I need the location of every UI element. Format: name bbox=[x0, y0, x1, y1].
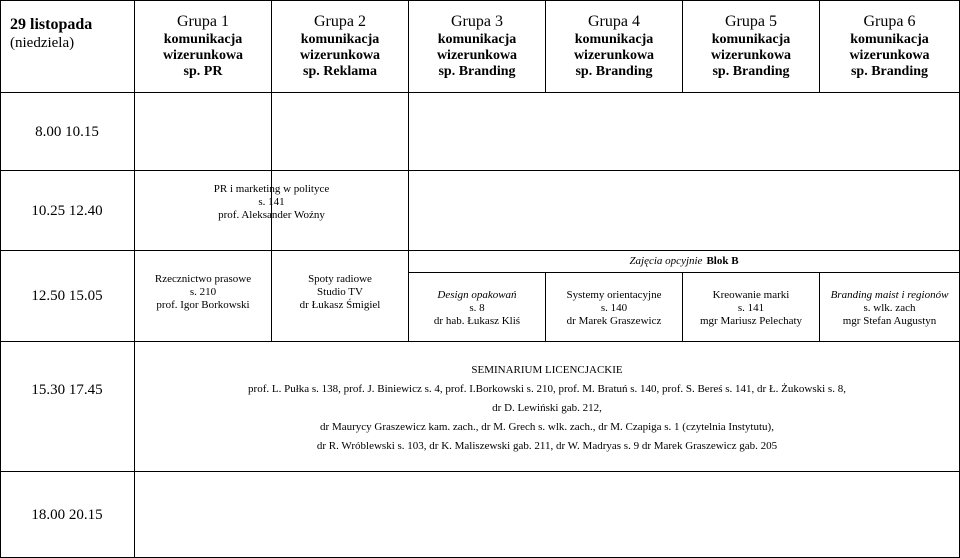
group-line1: komunikacja bbox=[163, 32, 243, 47]
group-line2: wizerunkowa bbox=[710, 48, 792, 63]
group-name: Grupa 3 bbox=[451, 13, 503, 30]
class-title: Rzecznictwo prasowe bbox=[154, 272, 252, 285]
class-cell-spoty-radiowe bbox=[272, 262, 408, 322]
class-room: s. 210 bbox=[189, 285, 217, 298]
group-line2: wizerunkowa bbox=[299, 48, 381, 63]
group-line1: komunikacja bbox=[437, 32, 517, 47]
seminar-line: dr D. Lewiński gab. 212, bbox=[492, 401, 602, 414]
grid-line bbox=[0, 471, 960, 472]
class-cell-branding-miast bbox=[820, 282, 959, 334]
group-line1: komunikacja bbox=[300, 32, 380, 47]
time-slot-5: 18.00 20.15 bbox=[31, 506, 103, 523]
grid-line bbox=[408, 92, 409, 250]
group-header-2 bbox=[272, 0, 408, 92]
class-title: PR i marketing w polityce bbox=[213, 182, 330, 195]
class-room: s. 140 bbox=[600, 301, 628, 314]
group-line2: wizerunkowa bbox=[573, 48, 655, 63]
group-spec: sp. Branding bbox=[850, 64, 929, 79]
class-title: Kreowanie marki bbox=[712, 288, 790, 301]
group-line2: wizerunkowa bbox=[849, 48, 930, 63]
class-cell-pr-marketing bbox=[135, 176, 408, 228]
class-title: Design opakowań bbox=[437, 288, 517, 301]
group-line2: wizerunkowa bbox=[162, 48, 244, 63]
group-spec: sp. Branding bbox=[575, 64, 653, 79]
date-header bbox=[0, 0, 134, 92]
group-header-3 bbox=[409, 0, 545, 92]
group-name: Grupa 5 bbox=[725, 13, 777, 30]
time-slot-3: 12.50 15.05 bbox=[31, 288, 103, 304]
seminar-title: SEMINARIUM LICENCJACKIE bbox=[471, 363, 623, 376]
group-spec: sp. Branding bbox=[712, 64, 790, 79]
group-line2: wizerunkowa bbox=[436, 48, 518, 63]
class-title: Branding maist i regionów bbox=[830, 288, 949, 301]
date-text: 29 listopada bbox=[10, 16, 93, 33]
group-spec: sp. Branding bbox=[438, 64, 516, 79]
elective-block-header bbox=[409, 251, 959, 272]
class-cell-kreowanie-marki bbox=[683, 282, 819, 334]
block-title: Zajęcia opcyjnie bbox=[629, 255, 703, 267]
block-label: Blok B bbox=[706, 255, 739, 267]
class-teacher: dr hab. Łukasz Kliś bbox=[433, 314, 521, 327]
seminar-cell bbox=[135, 358, 959, 458]
class-teacher: mgr Mariusz Pelechaty bbox=[699, 314, 803, 327]
time-slot-4: 15.30 17.45 bbox=[31, 382, 103, 398]
group-header-1 bbox=[135, 0, 271, 92]
class-room: Studio TV bbox=[317, 285, 363, 298]
class-room: s. 8 bbox=[469, 301, 485, 314]
class-teacher: dr Łukasz Śmigiel bbox=[299, 298, 381, 311]
seminar-line: dr R. Wróblewski s. 103, dr K. Maliszewski gab. 211, dr W. Madryas s. 9 dr Marek Graszewicz gab. 205 bbox=[316, 439, 778, 452]
group-name: Grupa 1 bbox=[177, 13, 229, 30]
time-slot-2: 10.25 12.40 bbox=[31, 202, 103, 219]
group-header-5 bbox=[683, 0, 819, 92]
class-title: Systemy orientacyjne bbox=[566, 288, 662, 301]
group-line1: komunikacja bbox=[711, 32, 791, 47]
group-line1: komunikacja bbox=[574, 32, 654, 47]
class-room: s. 141 bbox=[737, 301, 765, 314]
time-slot-1: 8.00 10.15 bbox=[35, 123, 99, 140]
class-room: s. 141 bbox=[258, 195, 285, 208]
class-teacher: prof. Igor Borkowski bbox=[156, 298, 250, 311]
group-line1: komunikacja bbox=[850, 32, 929, 47]
group-header-4 bbox=[546, 0, 682, 92]
class-cell-design-opakowan bbox=[409, 282, 545, 334]
group-header-6 bbox=[820, 0, 959, 92]
class-teacher: prof. Aleksander Woźny bbox=[218, 208, 325, 221]
class-teacher: dr Marek Graszewicz bbox=[566, 314, 662, 327]
seminar-line: dr Maurycy Graszewicz kam. zach., dr M. Grech s. wlk. zach., dr M. Czapiga s. 1 (czytelnia Instytutu), bbox=[320, 420, 774, 433]
group-name: Grupa 2 bbox=[314, 13, 366, 30]
grid-line bbox=[0, 341, 960, 342]
grid-line bbox=[0, 92, 960, 93]
class-cell-rzecznictwo bbox=[135, 262, 271, 322]
class-title: Spoty radiowe bbox=[308, 272, 372, 285]
class-teacher: mgr Stefan Augustyn bbox=[842, 314, 937, 327]
group-spec: sp. Reklama bbox=[303, 64, 377, 79]
class-cell-systemy-orientacyjne bbox=[546, 282, 682, 334]
grid-line bbox=[408, 272, 960, 273]
group-spec: sp. PR bbox=[183, 64, 223, 79]
grid-line bbox=[0, 170, 960, 171]
group-name: Grupa 4 bbox=[588, 13, 640, 30]
class-room: s. wlk. zach bbox=[863, 301, 916, 314]
seminar-line: prof. L. Pułka s. 138, prof. J. Biniewicz s. 4, prof. I.Borkowski s. 210, prof. M. Bratuń s. 140, prof. S. Bereś s. 141, dr Ł. Żukowski s. 8, bbox=[248, 382, 846, 395]
weekday-text: (niedziela) bbox=[10, 35, 75, 51]
group-name: Grupa 6 bbox=[863, 13, 916, 30]
